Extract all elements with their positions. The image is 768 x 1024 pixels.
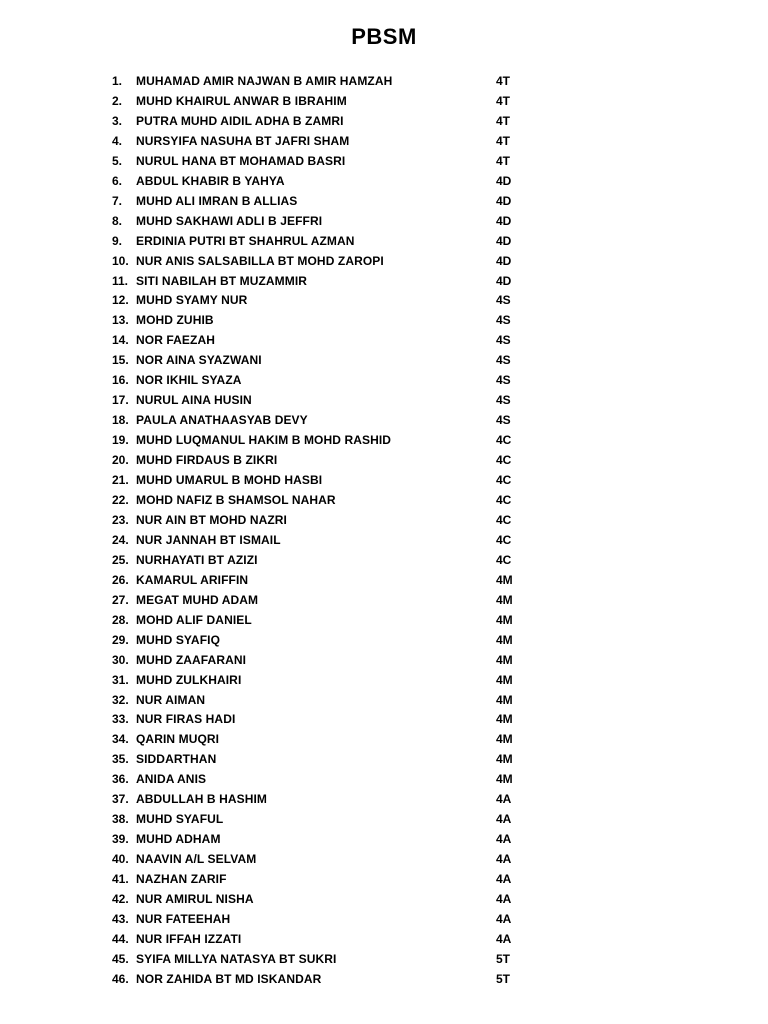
class-code: 4A — [496, 892, 512, 907]
list-item — [112, 610, 552, 630]
list-item — [112, 749, 552, 769]
student-name: NUR FATEEHAH — [136, 912, 231, 926]
list-item — [112, 809, 552, 829]
item-number: 36. — [112, 772, 129, 787]
class-code: 4M — [496, 652, 513, 667]
list-item — [112, 231, 552, 251]
class-code: 5T — [496, 951, 511, 966]
student-name: QARIN MUQRI — [136, 732, 220, 747]
list-item — [112, 590, 552, 610]
list-item — [112, 769, 552, 789]
list-item — [112, 710, 552, 730]
list-item — [112, 111, 552, 131]
student-name: NOR AINA SYAZWANI — [136, 353, 262, 368]
student-name: MUHD SYAFUL — [136, 812, 224, 827]
page-title: PBSM — [351, 24, 417, 49]
student-name: NUR IFFAH IZZATI — [136, 931, 242, 946]
item-number: 16. — [112, 373, 129, 388]
student-name: NUR ANIS SALSABILLA BT MOHD ZAROPI — [136, 253, 384, 268]
class-code: 4S — [496, 413, 511, 428]
class-code: 4A — [496, 912, 512, 926]
student-name: MUHD ALI IMRAN B ALLIAS — [136, 193, 298, 208]
list-item — [112, 470, 552, 490]
student-name: NUR FIRAS HADI — [136, 712, 236, 727]
student-name: NAAVIN A/L SELVAM — [136, 852, 257, 867]
student-name: MUHAMAD AMIR NAJWAN B AMIR HAMZAH — [136, 73, 393, 88]
item-number: 14. — [112, 333, 129, 348]
list-item — [112, 829, 552, 849]
list-item — [112, 271, 552, 291]
list-item — [112, 869, 552, 889]
class-code: 4S — [496, 333, 511, 348]
item-number: 25. — [112, 552, 129, 567]
student-name: MUHD ZAAFARANI — [136, 652, 247, 667]
list-item — [112, 151, 552, 171]
student-name: MUHD FIRDAUS B ZIKRI — [136, 453, 278, 468]
student-name: NUR AIMAN — [136, 692, 206, 707]
class-code: 4T — [496, 133, 511, 148]
list-item — [112, 670, 552, 690]
list-item — [112, 290, 552, 310]
item-number: 12. — [112, 293, 129, 308]
student-name: NAZHAN ZARIF — [136, 872, 227, 887]
student-list — [112, 71, 552, 989]
class-code: 4C — [496, 433, 512, 448]
list-item — [112, 191, 552, 211]
item-number: 23. — [112, 512, 129, 527]
item-number: 10. — [112, 253, 129, 268]
list-item — [112, 729, 552, 749]
item-number: 22. — [112, 492, 129, 507]
item-number: 8. — [112, 213, 123, 228]
class-code: 4D — [496, 273, 512, 288]
student-name: NURUL HANA BT MOHAMAD BASRI — [136, 153, 346, 168]
item-number: 37. — [112, 792, 129, 807]
list-item — [112, 969, 552, 989]
student-name: KAMARUL ARIFFIN — [136, 572, 249, 587]
class-code: 4D — [496, 253, 512, 268]
list-item — [112, 949, 552, 969]
item-number: 5. — [112, 153, 123, 168]
item-number: 1. — [112, 73, 123, 88]
list-item — [112, 510, 552, 530]
student-name: ERDINIA PUTRI BT SHAHRUL AZMAN — [136, 233, 355, 248]
student-name: ABDULLAH B HASHIM — [136, 792, 268, 807]
class-code: 4A — [496, 832, 512, 847]
item-number: 44. — [112, 931, 129, 946]
list-item — [112, 849, 552, 869]
class-code: 4D — [496, 213, 512, 228]
student-name: PAULA ANATHAASYAB DEVY — [136, 413, 308, 428]
class-code: 4T — [496, 93, 511, 108]
class-code: 4M — [496, 752, 513, 767]
class-code: 4D — [496, 173, 512, 188]
class-code: 4A — [496, 931, 512, 946]
class-code: 4M — [496, 712, 513, 727]
item-number: 20. — [112, 453, 129, 468]
student-name: NURSYIFA NASUHA BT JAFRI SHAM — [136, 133, 350, 148]
student-name: NURUL AINA HUSIN — [136, 393, 252, 408]
class-code: 4D — [496, 233, 512, 248]
student-name: SYIFA MILLYA NATASYA BT SUKRI — [136, 951, 337, 966]
list-item — [112, 310, 552, 330]
list-item — [112, 390, 552, 410]
class-code: 4C — [496, 532, 512, 547]
class-code: 4S — [496, 353, 511, 368]
class-code: 4C — [496, 552, 512, 567]
class-code: 4A — [496, 852, 512, 867]
item-number: 4. — [112, 133, 123, 148]
list-item — [112, 889, 552, 909]
class-code: 4S — [496, 373, 511, 388]
class-code: 4M — [496, 632, 513, 647]
item-number: 11. — [112, 273, 129, 288]
item-number: 46. — [112, 971, 129, 986]
student-name: SITI NABILAH BT MUZAMMIR — [136, 273, 308, 288]
student-name: NOR FAEZAH — [136, 333, 215, 348]
class-code: 5T — [496, 971, 511, 986]
item-number: 35. — [112, 752, 129, 767]
list-item — [112, 91, 552, 111]
student-name: NURHAYATI BT AZIZI — [136, 552, 258, 567]
class-code: 4C — [496, 453, 512, 468]
list-item — [112, 410, 552, 430]
class-code: 4C — [496, 473, 512, 488]
student-name: MOHD ALIF DANIEL — [136, 612, 252, 627]
class-code: 4C — [496, 512, 512, 527]
item-number: 24. — [112, 532, 129, 547]
item-number: 40. — [112, 852, 129, 867]
item-number: 38. — [112, 812, 129, 827]
student-name: ABDUL KHABIR B YAHYA — [136, 173, 285, 188]
student-name: NUR JANNAH BT ISMAIL — [136, 532, 281, 547]
item-number: 39. — [112, 832, 129, 847]
list-item — [112, 350, 552, 370]
list-item — [112, 530, 552, 550]
item-number: 27. — [112, 592, 129, 607]
list-item — [112, 131, 552, 151]
item-number: 3. — [112, 113, 123, 128]
item-number: 45. — [112, 951, 129, 966]
student-name: ANIDA ANIS — [136, 772, 207, 787]
item-number: 17. — [112, 393, 129, 408]
list-item — [112, 370, 552, 390]
item-number: 21. — [112, 473, 129, 488]
list-item — [112, 490, 552, 510]
item-number: 30. — [112, 652, 129, 667]
student-name: MUHD ADHAM — [136, 832, 221, 847]
class-code: 4M — [496, 592, 513, 607]
list-item — [112, 929, 552, 949]
item-number: 29. — [112, 632, 129, 647]
list-item — [112, 690, 552, 710]
list-item — [112, 211, 552, 231]
student-name: NOR ZAHIDA BT MD ISKANDAR — [136, 971, 322, 986]
item-number: 31. — [112, 672, 129, 687]
student-name: MUHD ZULKHAIRI — [136, 672, 242, 687]
list-item — [112, 550, 552, 570]
class-code: 4A — [496, 792, 512, 807]
list-item — [112, 71, 552, 91]
class-code: 4A — [496, 872, 512, 887]
class-code: 4M — [496, 672, 513, 687]
list-item — [112, 789, 552, 809]
item-number: 34. — [112, 732, 129, 747]
class-code: 4C — [496, 492, 512, 507]
list-item — [112, 171, 552, 191]
list-item — [112, 430, 552, 450]
class-code: 4S — [496, 313, 511, 328]
class-code: 4M — [496, 692, 513, 707]
item-number: 13. — [112, 313, 129, 328]
class-code: 4D — [496, 193, 512, 208]
list-item — [112, 909, 552, 929]
student-name: PUTRA MUHD AIDIL ADHA B ZAMRI — [136, 113, 344, 128]
student-name: MUHD LUQMANUL HAKIM B MOHD RASHID — [136, 433, 392, 448]
item-number: 33. — [112, 712, 129, 727]
class-code: 4T — [496, 113, 511, 128]
item-number: 28. — [112, 612, 129, 627]
class-code: 4M — [496, 732, 513, 747]
class-code: 4T — [496, 153, 511, 168]
item-number: 43. — [112, 912, 129, 926]
student-name: NUR AMIRUL NISHA — [136, 892, 254, 907]
item-number: 26. — [112, 572, 129, 587]
list-item — [112, 650, 552, 670]
student-name: NUR AIN BT MOHD NAZRI — [136, 512, 287, 527]
item-number: 19. — [112, 433, 129, 448]
class-code: 4S — [496, 293, 511, 308]
item-number: 32. — [112, 692, 129, 707]
list-item — [112, 630, 552, 650]
student-name: MEGAT MUHD ADAM — [136, 592, 259, 607]
item-number: 7. — [112, 193, 123, 208]
student-name: MUHD SYAFIQ — [136, 632, 220, 647]
item-number: 6. — [112, 173, 123, 188]
list-item — [112, 450, 552, 470]
student-name: MUHD SYAMY NUR — [136, 293, 248, 308]
class-code: 4A — [496, 812, 512, 827]
class-code: 4M — [496, 572, 513, 587]
student-name: SIDDARTHAN — [136, 752, 217, 767]
item-number: 9. — [112, 233, 123, 248]
class-code: 4M — [496, 772, 513, 787]
item-number: 41. — [112, 872, 129, 887]
student-name: MUHD UMARUL B MOHD HASBI — [136, 473, 323, 488]
list-item — [112, 330, 552, 350]
item-number: 18. — [112, 413, 129, 428]
student-name: MUHD SAKHAWI ADLI B JEFFRI — [136, 213, 323, 228]
list-item — [112, 251, 552, 271]
list-item — [112, 570, 552, 590]
student-name: MOHD ZUHIB — [136, 313, 214, 328]
student-name: MOHD NAFIZ B SHAMSOL NAHAR — [136, 492, 336, 507]
item-number: 42. — [112, 892, 129, 907]
class-code: 4S — [496, 393, 511, 408]
student-name: NOR IKHIL SYAZA — [136, 373, 242, 388]
class-code: 4T — [496, 73, 511, 88]
student-name: MUHD KHAIRUL ANWAR B IBRAHIM — [136, 93, 347, 108]
item-number: 15. — [112, 353, 129, 368]
class-code: 4M — [496, 612, 513, 627]
item-number: 2. — [112, 93, 123, 108]
